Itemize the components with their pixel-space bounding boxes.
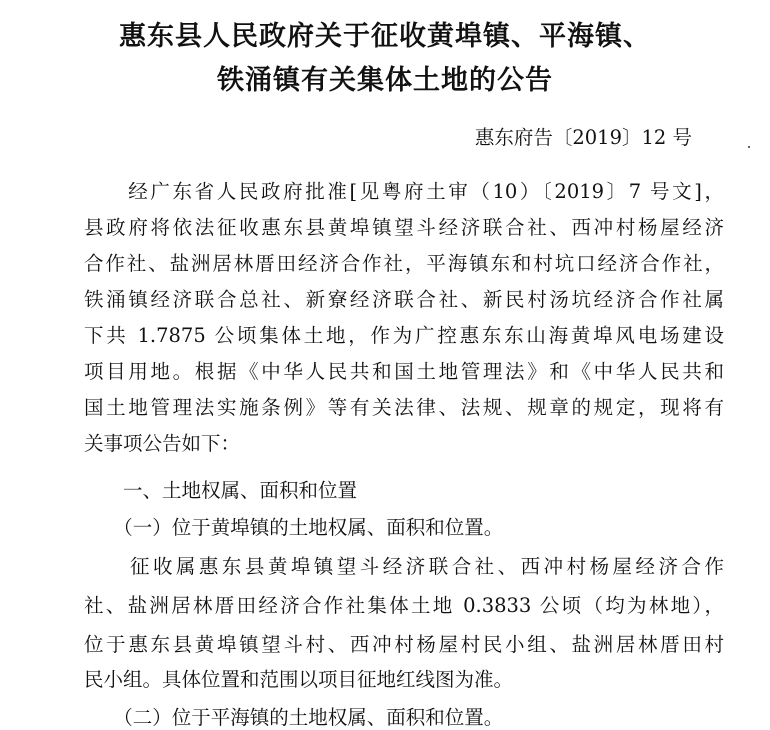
body-line: 下共 1.7875 公顷集体土地，作为广控惠东东山海黄埠风电场建设 [84,324,724,347]
document-number: 惠东府告〔2019〕12 号 [474,126,692,149]
section-heading: 一、土地权属、面积和位置 [84,479,358,502]
subsection-heading: （一）位于黄埠镇的土地权属、面积和位置。 [84,516,504,539]
body-line: 国土地管理法实施条例》等有关法律、法规、规章的规定，现将有 [84,396,724,419]
subsection-heading: （二）位于平海镇的土地权属、面积和位置。 [84,706,504,729]
scan-speck [748,146,750,148]
body-line: 项目用地。根据《中华人民共和国土地管理法》和《中华人民共和 [84,360,724,383]
body-line: 关事项公告如下： [84,432,241,455]
body-line: 社、盐洲居林厝田经济合作社集体土地 0.3833 公顷（均为林地）， [84,594,724,617]
notice-title-line-2: 铁涌镇有关集体土地的公告 [217,65,553,96]
body-line: 民小组。具体位置和范围以项目征地红线图为准。 [84,668,514,691]
body-line: 位于惠东县黄埠镇望斗村、西冲村杨屋村民小组、盐洲居林厝田村 [84,633,724,656]
body-line: 征收属惠东县黄埠镇望斗经济联合社、西冲村杨屋经济合作 [84,555,724,578]
body-line: 县政府将依法征收惠东县黄埠镇望斗经济联合社、西冲村杨屋经济 [84,216,724,239]
body-line: 经广东省人民政府批准[见粤府土审（10）〔2019〕7 号文]， [84,180,724,203]
body-line: 合作社、盐洲居林厝田经济合作社，平海镇东和村坑口经济合作社， [84,252,724,275]
notice-title-line-1: 惠东县人民政府关于征收黄埠镇、平海镇、 [119,21,651,52]
body-line: 铁涌镇经济联合总社、新寮经济联合社、新民村汤坑经济合作社属 [84,288,724,311]
